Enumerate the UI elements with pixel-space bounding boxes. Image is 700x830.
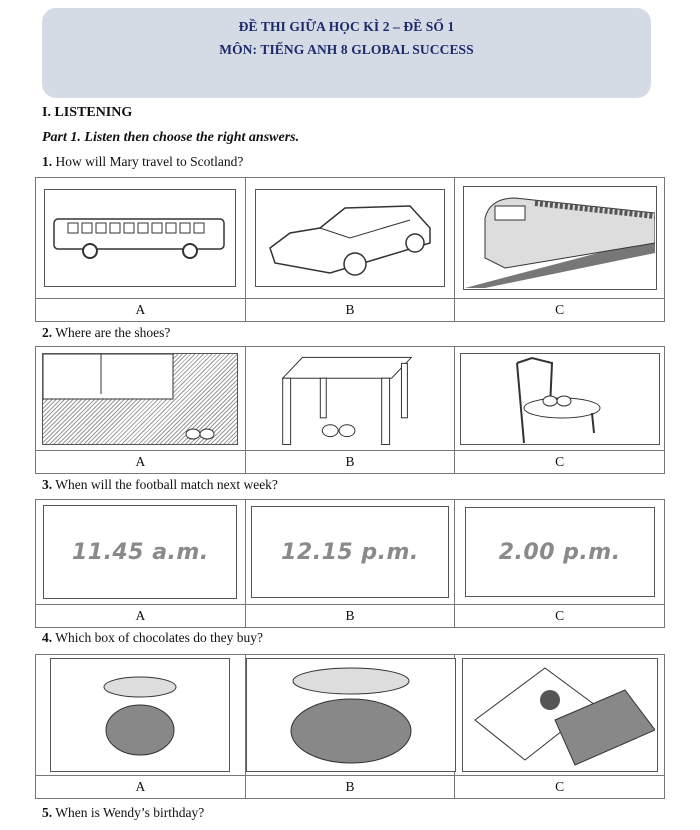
rectangular-box-icon — [462, 658, 658, 772]
option-b-label[interactable]: B — [245, 451, 455, 474]
option-b-label[interactable]: B — [245, 299, 455, 322]
shoes-by-window-icon — [42, 353, 238, 445]
question-text: When will the football match next week? — [52, 477, 278, 492]
options-table-1 — [35, 177, 665, 322]
option-b-label[interactable]: B — [245, 605, 455, 628]
option-c-image[interactable] — [455, 178, 665, 299]
option-a-image[interactable] — [36, 347, 246, 451]
option-a-image[interactable] — [36, 655, 246, 776]
option-a-label[interactable]: A — [36, 605, 246, 628]
question-text: Which box of chocolates do they buy? — [52, 630, 263, 645]
exam-header — [42, 8, 651, 98]
question-text: Where are the shoes? — [52, 325, 171, 340]
question-5 — [42, 805, 204, 821]
option-c-image[interactable] — [455, 500, 665, 605]
option-a-label[interactable]: A — [36, 451, 246, 474]
option-c-image[interactable] — [455, 347, 665, 451]
question-number: 4. — [42, 630, 53, 645]
option-c-label[interactable]: C — [455, 776, 665, 799]
question-3 — [42, 477, 278, 493]
option-b-image[interactable] — [245, 178, 455, 299]
option-c-image[interactable] — [455, 655, 665, 776]
small-round-box-icon — [50, 658, 230, 772]
options-table-3 — [35, 499, 665, 628]
option-b-image[interactable] — [245, 500, 455, 605]
bus-icon — [44, 189, 236, 287]
option-b-image[interactable] — [245, 655, 455, 776]
car-icon — [255, 189, 445, 287]
options-table-2 — [35, 346, 665, 474]
option-b-image[interactable] — [245, 347, 455, 451]
option-c-label[interactable]: C — [455, 451, 665, 474]
question-number: 3. — [42, 477, 53, 492]
exam-subject: MÔN: TIẾNG ANH 8 GLOBAL SUCCESS — [219, 42, 474, 57]
question-1 — [42, 154, 243, 170]
option-c-label[interactable]: C — [455, 299, 665, 322]
large-round-box-icon — [246, 658, 456, 772]
exam-title: ĐỀ THI GIỮA HỌC KÌ 2 – ĐỀ SỐ 1 — [238, 19, 455, 34]
clock-time-b — [251, 506, 449, 598]
clock-time-a — [43, 505, 237, 599]
option-c-label[interactable]: C — [455, 605, 665, 628]
option-b-label[interactable]: B — [245, 776, 455, 799]
time-text: 2.00 p.m. — [498, 539, 621, 565]
question-2 — [42, 325, 170, 341]
question-text: How will Mary travel to Scotland? — [52, 154, 244, 169]
part-instruction: Part 1. Listen then choose the right answers. — [42, 130, 300, 145]
question-number: 2. — [42, 325, 53, 340]
option-a-image[interactable] — [36, 178, 246, 299]
question-number: 5. — [42, 805, 53, 820]
option-a-label[interactable]: A — [36, 776, 246, 799]
clock-time-c — [465, 507, 655, 597]
section-heading: I. LISTENING — [42, 105, 133, 120]
time-text: 11.45 a.m. — [71, 539, 209, 565]
options-table-4 — [35, 654, 665, 799]
option-a-image[interactable] — [36, 500, 246, 605]
train-icon — [463, 186, 657, 290]
question-4 — [42, 630, 263, 646]
question-text: When is Wendy’s birthday? — [52, 805, 205, 820]
time-text: 12.15 p.m. — [281, 539, 419, 565]
option-a-label[interactable]: A — [36, 299, 246, 322]
question-number: 1. — [42, 154, 53, 169]
shoes-under-table-icon — [252, 353, 448, 445]
shoes-on-chair-icon — [460, 353, 660, 445]
